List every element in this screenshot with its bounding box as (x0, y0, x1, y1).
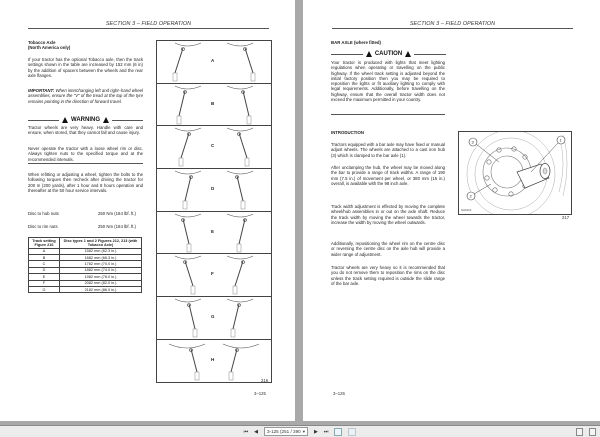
cell-value: 1782 mm (70.0 in.) (60, 261, 142, 267)
introduction-title: INTRODUCTION (331, 130, 364, 135)
figure-label: E (211, 228, 215, 234)
tobacco-title: Tobacco Axle (28, 40, 56, 45)
export-page-icon[interactable] (334, 428, 342, 436)
caution-text: Your tractor is produced with lights that meet lighting regulations when operating or travelling on the public highway. If the wheel track setting is adjusted beyond the initial factory position then you may be required to reposition the lights or fit auxiliary lighting to comply with legal requirements. Additionally, before travelling on the highway, ensure that the overall tractor width does not exceed the maximum permitted in your country. (331, 60, 445, 103)
bar-axle-hub-figure-217 (458, 131, 572, 215)
warning-text-2: Never operate the tractor with a loose wheel rim or disc. Always tighten nuts to the specified torque and at the recommended intervals. (28, 146, 143, 162)
caution-banner (331, 51, 446, 57)
intro-paragraph-4: Additionally, repositioning the wheel rim on the centre disc or reversing the centre disc on the axle hub will provide a wider range of adjustment. (331, 241, 445, 257)
copy-page-icon[interactable] (348, 428, 356, 436)
figure-panel-b (157, 84, 271, 127)
warning-triangle-icon (103, 117, 109, 123)
track-setting-figure-216 (156, 40, 272, 383)
figure-code: NH6203 (461, 208, 472, 212)
figure-panel-f (157, 254, 271, 297)
page-number-input[interactable] (264, 427, 308, 436)
previous-page-button[interactable]: ◀ (254, 428, 258, 435)
tobacco-axle-title (28, 40, 143, 51)
intro-paragraph-2: After unclamping the hub, the wheel may be moved along the bar to provide a range of track widths. A range of 190 mm (7.5 in.) of movement per wheel, or 380 mm (15 in.) overall, is available with the 98 inch axle. (331, 165, 445, 186)
intro-paragraph-1: Tractors equipped with a bar axle may have fixed or manual adjust wheels. The wheels are attached to a cast iron hub (3) which is clamped to the bar axle (1). (331, 142, 445, 158)
section-header: SECTION 3 – FIELD OPERATION (332, 21, 573, 29)
next-page-button[interactable]: ▶ (314, 428, 318, 435)
figure-panel-d (157, 169, 271, 212)
important-note (28, 88, 143, 104)
figure-panel-a (157, 41, 271, 84)
torque-label-rim: Disc to rim nuts (28, 224, 58, 229)
page-navigation-toolbar (0, 425, 600, 437)
track-settings-table (28, 237, 142, 293)
cell-value: 1882 mm (74.0 in.) (60, 267, 142, 273)
warning-label: WARNING (71, 117, 100, 123)
warning-triangle-icon (62, 117, 68, 123)
cell-setting: D (29, 267, 60, 273)
important-label: IMPORTANT: (28, 88, 55, 93)
two-page-view-icon[interactable] (589, 428, 596, 436)
col-disc-types: Disc types 1 and 2 Figures 212, 213 (with Tobacco Axle) (60, 238, 142, 249)
warning-banner (28, 117, 143, 123)
figure-label: H (211, 356, 215, 362)
section-header: SECTION 3 – FIELD OPERATION (28, 21, 269, 29)
callout-2: 2 (469, 193, 472, 199)
figure-label: D (211, 186, 215, 192)
callout-3: 3 (471, 139, 474, 145)
cell-value: 1582 mm (62.3 in.) (60, 248, 142, 254)
view-mode-buttons (576, 428, 596, 436)
page-number-value: 3-125 (251 / 390 (266, 429, 301, 434)
torque-value-hub: 250 Nm (184 lbf. ft.) (98, 211, 136, 216)
figure-panel-e (157, 212, 271, 255)
col-track-setting: Track setting Figure 216 (29, 238, 60, 249)
cell-value: 2082 mm (82.0 in.) (60, 280, 142, 286)
page-number: 3–125 (254, 391, 266, 396)
page-3-125 (0, 0, 295, 421)
cell-value: 1682 mm (66.3 in.) (60, 254, 142, 260)
figure-label: B (211, 100, 215, 106)
page-dropdown-icon[interactable]: ▾ (302, 429, 306, 434)
figure-number: 217 (562, 215, 570, 220)
figure-label: A (211, 58, 215, 63)
divider (28, 163, 143, 164)
first-page-button[interactable]: ⏮ (243, 428, 249, 435)
table-row (29, 286, 142, 292)
intro-paragraph-3: Track width adjustment is effected by moving the complete wheel/hub assemblies in or out on the axle shaft. Reduce the track width by moving the wheel towards the tractor, increase the width by moving the wheel outwards. (331, 204, 445, 225)
divider (331, 114, 445, 115)
single-page-view-icon[interactable] (576, 428, 583, 436)
cell-setting: E (29, 274, 60, 280)
torque-value-rim: 250 Nm (184 lbf. ft.) (98, 224, 136, 229)
cell-setting: C (29, 261, 60, 267)
tobacco-subtitle: (North America only) (28, 45, 71, 51)
caution-triangle-icon (405, 51, 411, 57)
refit-instructions: When refitting or adjusting a wheel, tighten the bolts to the following torques then recheck after driving the tractor for 200 m (200 yards), after 1 hour and 8 hours operation and thereafter at the 50 hour service intervals. (28, 172, 143, 193)
figure-panel-h (157, 340, 271, 382)
callout-1: 1 (559, 137, 562, 143)
torque-label-hub: Disc to hub nuts (28, 211, 59, 216)
figure-label: C (211, 143, 215, 149)
warning-text-1: Tractor wheels are very heavy. Handle with care and ensure, when stored, that they cannot fall and cause injury. (28, 125, 143, 136)
cell-value: 1982 mm (78.0 in.) (60, 274, 142, 280)
page-number: 3–126 (333, 391, 345, 396)
bar-axle-title: BAR AXLE (where fitted) (331, 40, 381, 45)
cell-value: 2182 mm (86.0 in.) (60, 286, 142, 292)
cell-setting: F (29, 280, 60, 286)
figure-label: F (211, 271, 214, 277)
cell-setting: G (29, 286, 60, 292)
figure-label: G (211, 314, 215, 320)
important-text: When interchanging left and right–hand wheel assemblies, ensure the “V” of the tread at the top of the tyre remains pointing in the direction of forward travel. (28, 88, 143, 104)
tobacco-axle-text: If your tractor has the optional Tobacco axle, then the track settings shown in the table are increased by 152 mm (6 in) by the addition of spacers between the wheels and the rear axle flanges. (28, 57, 143, 78)
cell-setting: A (29, 248, 60, 254)
figure-panel-g (157, 297, 271, 340)
intro-paragraph-5: Tractor wheels are very heavy so it is recommended that you do not remove them to reposition the rims on the disc unless the track setting required is outside the slide range of the bar axle. (331, 265, 445, 286)
hub-diagram-icon (459, 132, 571, 214)
last-page-button[interactable]: ⏭ (323, 428, 329, 435)
caution-triangle-icon (366, 51, 372, 57)
cell-setting: B (29, 254, 60, 260)
figure-panel-c (157, 126, 271, 169)
figure-number: 216 (261, 378, 269, 383)
caution-label: CAUTION (374, 51, 403, 57)
wheel-diagram-icon (157, 254, 271, 296)
